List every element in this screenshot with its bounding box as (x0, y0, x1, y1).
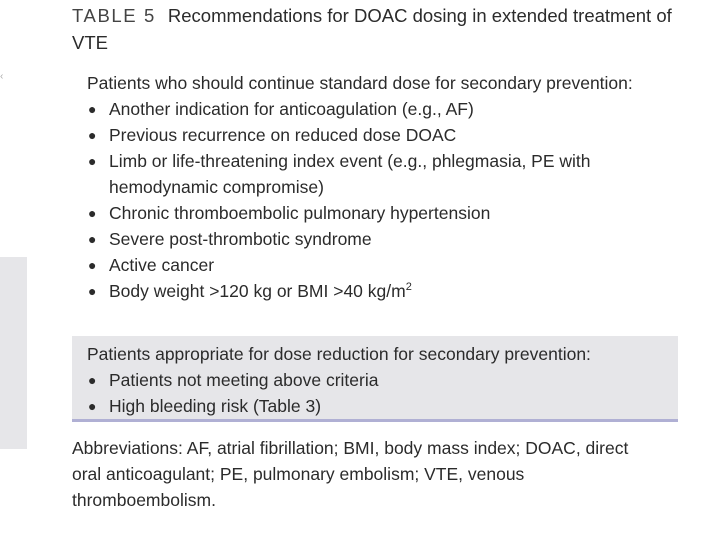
dose-reduction-list (87, 367, 678, 419)
standard-dose-list (87, 96, 678, 304)
list-item (87, 96, 678, 122)
bullet-icon: ● (88, 283, 97, 299)
list-item (87, 122, 678, 148)
list-item-text: Body weight >120 kg or BMI >40 kg/m (109, 281, 406, 301)
list-item (87, 252, 678, 278)
superscript: 2 (405, 281, 412, 294)
bullet-icon: ● (88, 101, 97, 117)
list-item-text: High bleeding risk (Table 3) (109, 396, 322, 416)
bullet-icon: ● (88, 231, 97, 247)
standard-dose-section (72, 70, 678, 304)
list-item-text: Chronic thromboembolic pulmonary hypertension (109, 203, 491, 223)
list-item-text: Another indication for anticoagulation (e.g., AF) (109, 99, 474, 119)
standard-dose-heading: Patients who should continue standard dose for secondary prevention: (87, 73, 633, 93)
table-title: Recommendations for DOAC dosing in extended treatment of VTE (72, 5, 672, 53)
dose-reduction-heading: Patients appropriate for dose reduction for secondary prevention: (87, 344, 591, 364)
bullet-icon: ● (88, 372, 97, 388)
list-item (87, 367, 678, 393)
bullet-icon: ● (88, 398, 97, 414)
list-item-text: Severe post-thrombotic syndrome (109, 229, 372, 249)
table-label: TABLE 5 (72, 5, 156, 26)
table-footnote: Abbreviations: AF, atrial fibrillation; BMI, body mass index; DOAC, direct oral anticoagulant; PE, pulmonary embolism; VTE, venous thromboembolism. (72, 438, 629, 510)
list-item (87, 226, 678, 252)
left-side-panel (0, 257, 27, 449)
list-item-text: Limb or life-threatening index event (e.g., phlegmasia, PE with hemodynamic compromise) (109, 151, 591, 197)
dose-reduction-section (72, 336, 678, 422)
bullet-icon: ● (88, 153, 97, 169)
list-item (87, 278, 678, 304)
bullet-icon: ● (88, 257, 97, 273)
bullet-icon: ● (88, 127, 97, 143)
list-item-text: Previous recurrence on reduced dose DOAC (109, 125, 457, 145)
table-caption (72, 2, 672, 56)
edge-mark: ‹ (0, 71, 4, 82)
bullet-icon: ● (88, 205, 97, 221)
list-item (87, 148, 678, 200)
list-item (87, 200, 678, 226)
list-item-text: Patients not meeting above criteria (109, 370, 379, 390)
list-item-text: Active cancer (109, 255, 215, 275)
list-item (87, 393, 678, 419)
